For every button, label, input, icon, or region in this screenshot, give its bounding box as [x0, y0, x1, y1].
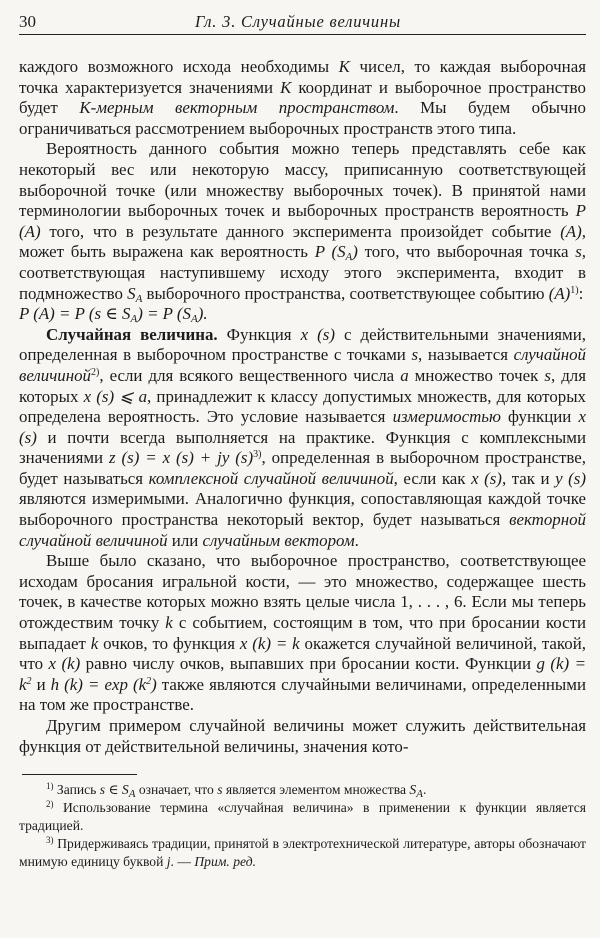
emphasis-term: комплексной случайной величиной	[148, 468, 394, 488]
math-inline: P $(S_A)$	[314, 242, 358, 264]
math-inline: (A)	[560, 221, 582, 241]
math-inline: $S_A$	[127, 283, 143, 305]
display-formula: P (A) = P (s ∈ $S_A) = P$ $(S_A)$.	[19, 304, 208, 326]
emphasis-term: случайной величиной	[19, 345, 586, 385]
math-K: K	[338, 57, 350, 76]
footnote-ref-3[interactable]: 3)	[253, 449, 262, 461]
footnote-ref-1[interactable]: 1)	[570, 284, 579, 296]
footnotes	[19, 781, 586, 871]
page-number: 30	[19, 12, 36, 31]
emphasis-term: K-мерным векторным пространством	[79, 98, 395, 118]
paragraph-continued: Другим примером случайной величины может служить действительная функция от действительной величины, значения кото-	[19, 716, 586, 756]
emphasis-term: измеримостью	[392, 407, 501, 427]
footnote-1: $^{1)}$ Запись s ∈ $S_A$ означает, что s является элементом множества $S_A$.	[46, 781, 427, 801]
body-text	[19, 57, 586, 757]
math-inline: s	[575, 242, 582, 262]
paragraph-2: Вероятность данного события можно теперь представлять себе как некоторый вес или некоторую массу, приписанную соответствующей выборочной точке (или множеству выборочных точек). В принятой нами терминологии выборочных точек и выборочных пространств вероятность P (A) того, что в результате данного эксперимента произойдет событие (A), может быть выражена как вероятность P $(S_A)$ того, что выборочная точка s, соответствующая наступившему исходу этого эксперимента, входит в подмножество $S_A$ выборочного пространства, соответствующее событию $(A)^{1)}$:	[19, 139, 586, 305]
footnote-3: $^{3)}$ Придерживаясь традиции, принятой в электротехнической литературе, авторы обозначают мнимую единицу буквой j. — Прим. ред.	[19, 835, 586, 870]
editor-note: Прим. ред.	[194, 854, 256, 870]
paragraph-random-variable: Случайная величина. Функция x (s) с действительными значениями, определенная в выборочном пространстве с точками s, называется случайной величиной$^{2)}$, если для всякого вещественного числа a множество точек s, для которых x (s) ⩽ a, принадлежит к классу допустимых множеств, для которых определена вероятность. Это условие называется измеримостью функции x (s) и почти всегда выполняется на практике. Функция с комплексными значениями z (s) = x (s) + jy $(s)^{3)}$, определенная в выборочном пространстве, будет называться комплексной случайной величиной, если как x (s), так и y (s) являются измеримыми. Аналогично функция, сопоставляющая каждой точке выборочного пространства некоторый вектор, будет называться векторной случайной величиной или случайным вектором.	[19, 324, 587, 550]
math-K: K	[280, 77, 292, 97]
footnote-ref-2[interactable]: 2)	[91, 366, 100, 378]
paragraph-1: каждого возможного исхода необходимы K чисел, то каждая выборочная точка характеризуется значениями K координат и выборочное пространство будет K-мерным векторным пространством. Мы будем обычно ограничиваться рассмотрением выборочных пространств этого типа.	[19, 57, 586, 138]
math-inline: (A)	[548, 283, 571, 303]
section-run-in-heading: Случайная величина.	[46, 324, 218, 344]
emphasis-term: векторной случайной величиной	[19, 510, 586, 550]
running-head	[19, 10, 586, 35]
math-inline: g $(k) = k^2$	[19, 654, 587, 694]
paragraph-dice-example: Выше было сказано, что выборочное пространство, соответствующее исходам бросания игральной кости, — это множество, содержащее шесть точек, в качестве которых можно взять целые числа 1, . . . , 6. Если мы теперь отождествим точку k с событием, состоящим в том, что при бросании кости выпадает k очков, то функция x (k) = k окажется случайной величиной, такой, что x (k) равно числу очков, выпавших при бросании кости. Функции g $(k) = k^2$ и h $(k) = \exp (k^2)$ также являются случайными величинами, определенными на том же пространстве.	[19, 551, 587, 715]
footnote-2: $^{2)}$ Использование термина «случайная величина» в применении к функции является традицией.	[19, 799, 586, 834]
footnote-divider	[22, 774, 137, 775]
emphasis-term: случайным вектором	[202, 530, 355, 550]
math-inline: P (A)	[19, 201, 586, 241]
running-title: Гл. 3. Случайные величины	[195, 12, 401, 31]
math-inline: h $(k) = \exp (k^2)$	[50, 674, 157, 694]
